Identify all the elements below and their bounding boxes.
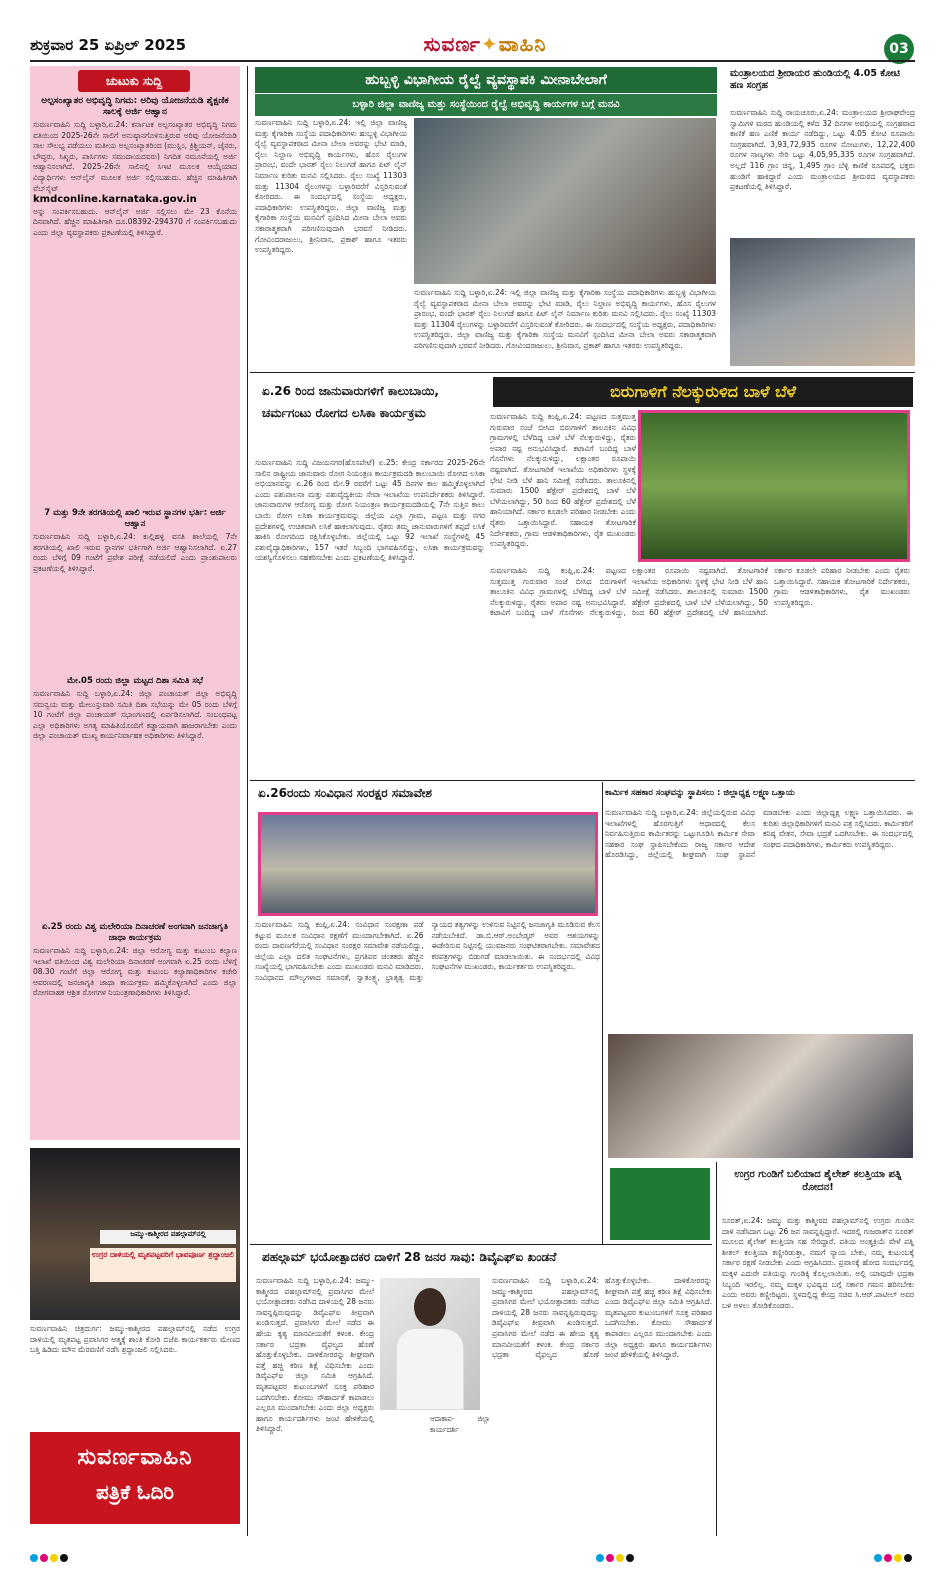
- story-minority-url: kmdconline.karnataka.gov.in: [33, 194, 197, 206]
- reg-dot: [904, 1554, 912, 1562]
- labour-body: ಸುವರ್ಣವಾಹಿನಿ ಸುದ್ದಿ ಬಳ್ಳಾರಿ,ಏ.24: ಜಿಲ್ಲೆಯಲ್ಲಿರುವ ವಿವಿಧ ಇಲಾಖೆಗಳಲ್ಲಿ ಹೊರಗುತ್ತಿಗೆ ಆಧಾರದಲ್ಲಿ ಕೆಲಸ ನಿರ್ವಹಿಸುತ್ತಿರುವ ಕಾರ್ಮಿಕರನ್ನು ಒಟ್ಟುಗೂಡಿಸಿ ಕಾರ್ಮಿಕ ಸೇವಾ ಸಹಕಾರ ಸಂಘ ಸ್ಥಾಪಿಸಬೇಕೆಂದು ರಾಜ್ಯ ಸರ್ಕಾರ ಆದೇಶ ಹೊರಡಿಸಿದ್ದು, ಜಿಲ್ಲೆಯಲ್ಲಿ ಶೀಘ್ರವಾಗಿ ಸಂಘ ಸ್ಥಾಪನೆ ಮಾಡಬೇಕು ಎಂದು ಜಿಲ್ಲಾಧ್ಯಕ್ಷ ಲಕ್ಷ್ಮಣ ಒತ್ತಾಯಿಸಿದರು. ಈ ಕುರಿತು ಜಿಲ್ಲಾಧಿಕಾರಿಗಳಿಗೆ ಮನವಿ ಪತ್ರ ಸಲ್ಲಿಸಿದರು. ಕಾರ್ಮಿಕರಿಗೆ ಕನಿಷ್ಠ ವೇತನ, ಸೇವಾ ಭದ್ರತೆ ಒದಗಿಸಬೇಕು. ಈ ಸಂದರ್ಭದಲ್ಲಿ ಸಂಘದ ಪದಾಧಿಕಾರಿಗಳು, ಕಾರ್ಮಿಕರು ಉಪಸ್ಥಿತರಿದ್ದರು.: [605, 808, 913, 860]
- issue-date: ಶುಕ್ರವಾರ 25 ಏಪ್ರಿಲ್ 2025: [30, 36, 187, 54]
- col-rule-left: [247, 66, 248, 1536]
- mid-rule-3: [250, 1244, 712, 1245]
- reg-dot: [616, 1554, 624, 1562]
- pahalgam-body-col2: [492, 1276, 712, 1534]
- reg-dot: [60, 1554, 68, 1562]
- banana-body-col2: [490, 566, 910, 774]
- reg-dot: [606, 1554, 614, 1562]
- railway-photo: [414, 118, 716, 284]
- story-disha-meeting: [33, 676, 237, 916]
- short-news-tag: ಚುಟುಕು ಸುದ್ದಿ: [78, 70, 190, 92]
- labour-headline: ಕಾರ್ಮಿಕ ಸಹಕಾರ ಸಂಘವನ್ನು ಸ್ಥಾಪಿಸಲು : ಜಿಲ್ಲಾಧ್ಯಕ್ಷ ಲಕ್ಷ್ಮಣ ಒತ್ತಾಯ: [605, 788, 795, 798]
- constitution-body: ಸುವರ್ಣವಾಹಿನಿ ಸುದ್ದಿ ಕಂಪ್ಲಿ,ಏ.24: ಸಂವಿಧಾನ ಸಂರಕ್ಷಣಾ ಪಡೆ ಕಟ್ಟುವ ಮೂಲಕ ಸಂವಿಧಾನ ರಕ್ಷಣೆಗೆ ಮುಂದಾಗಬೇಕಾಗಿದೆ. ಏ.26 ರಂದು ದಾವಣಗೆರೆಯಲ್ಲಿ ಸಂವಿಧಾನ ಸಂರಕ್ಷರ ಸಮಾವೇಶ ನಡೆಯಲಿದ್ದು, ಜಿಲ್ಲೆಯ ಎಲ್ಲಾ ದಲಿತ ಸಂಘಟನೆಗಳು, ಪ್ರಗತಿಪರ ಚಿಂತಕರು ಹೆಚ್ಚಿನ ಸಂಖ್ಯೆಯಲ್ಲಿ ಭಾಗವಹಿಸಬೇಕು ಎಂದು ಮುಖಂಡರು ಮನವಿ ಮಾಡಿದರು. ಸಂವಿಧಾನದ ಮೌಲ್ಯಗಳಾದ ಸಮಾನತೆ, ಸ್ವಾತಂತ್ರ್ಯ, ಭ್ರಾತೃತ್ವ ಮತ್ತು ನ್ಯಾಯದ ತತ್ವಗಳನ್ನು ಉಳಿಸುವ ನಿಟ್ಟಿನಲ್ಲಿ ಜನಜಾಗೃತಿ ಮೂಡಿಸುವ ಕೆಲಸ ನಡೆಯಬೇಕಿದೆ. ಡಾ.ಬಿ.ಆರ್.ಅಂಬೇಡ್ಕರ್ ಅವರ ಆಶಯಗಳನ್ನು ಈಡೇರಿಸುವ ನಿಟ್ಟಿನಲ್ಲಿ ಯುವಜನರು ಸಂಘಟಿತರಾಗಬೇಕು. ಸಮಾವೇಶದ ಕರಪತ್ರಗಳನ್ನು ಬಿಡುಗಡೆ ಮಾಡಲಾಯಿತು. ಈ ಸಂದರ್ಭದಲ್ಲಿ ವಿವಿಧ ಸಂಘಟನೆಗಳ ಮುಖಂಡರು, ಕಾರ್ಯಕರ್ತರು ಉಪಸ್ಥಿತರಿದ್ದರು.: [255, 920, 600, 982]
- green-block: [610, 1168, 710, 1240]
- shailesh-headline: ಉಗ್ರರ ಗುಂಡಿಗೆ ಬಲಿಯಾದ ಶೈಲೇಶ್ ಕಲತ್ತಿಯಾ ಪತ್ನಿ ರೋದನ!: [734, 1169, 902, 1193]
- candle-march-body: ಸುವರ್ಣವಾಹಿನಿ ಚಿತ್ರದುರ್ಗ: ಜಮ್ಮು-ಕಾಶ್ಮೀರದ ಪಹಲ್ಗಾಮ್‌ನಲ್ಲಿ ನಡೆದ ಉಗ್ರರ ದಾಳಿಯಲ್ಲಿ ಮೃತಪಟ್ಟ ಪ್ರವಾಸಿಗರ ಆತ್ಮಕ್ಕೆ ಶಾಂತಿ ಕೋರಿ ಬಿಜೆಪಿ ಕಾರ್ಯಕರ್ತರು ಮೇಣದ ಬತ್ತಿ ಹಿಡಿದು ಮೌನ ಮೆರವಣಿಗೆ ನಡೆಸಿ ಶ್ರದ್ಧಾಂಜಲಿ ಸಲ್ಲಿಸಿದರು.: [30, 1324, 240, 1355]
- reg-dot: [626, 1554, 634, 1562]
- story-school-headline: 7 ಮತ್ತು 9ನೇ ತರಗತಿಯಲ್ಲಿ ಖಾಲಿ ಇರುವ ಸ್ಥಾನಗಳ ಭರ್ತಿ: ಅರ್ಜಿ ಆಹ್ವಾನ: [44, 508, 226, 529]
- pahalgam-portrait: [380, 1278, 480, 1410]
- photo-banner-top: ಜಮ್ಮು-ಕಾಶ್ಮೀರದ ಪಹಲ್ಗಾಮ್‌ನಲ್ಲಿ: [100, 1230, 236, 1244]
- pahalgam-caption: ಆದಾಕಾಪ- ಜಿಲ್ಲಾ ಕಾರ್ಯದರ್ಶಿ: [430, 1415, 490, 1434]
- masthead: [385, 32, 585, 60]
- pahalgam-headline: ಪಹಲ್ಗಾಮ್ ಭಯೋತ್ಪಾದಕರ ದಾಳಿಗೆ 28 ಜನರ ಸಾವು: ಡಿವೈಎಫ್‌ಐ ಖಂಡನೆ: [262, 1250, 557, 1264]
- photo-banner: ಉಗ್ರರ ದಾಳಿಯಲ್ಲಿ ಮೃತಪಟ್ಟವರಿಗೆ ಭಾವಪೂರ್ಣ ಶ್ರದ್ಧಾಂಜಲಿ: [90, 1248, 236, 1282]
- story-school-body: ಸುವರ್ಣವಾಹಿನಿ ಸುದ್ದಿ ಬಳ್ಳಾರಿ,ಏ.24: ಕುಲ್ಲಿಹಳ್ಳಿ ವಸತಿ ಶಾಲೆಯಲ್ಲಿ 7ನೇ ತರಗತಿಯಲ್ಲಿ ಖಾಲಿ ಇರುವ ಸ್ಥಾನಗಳ ಭರ್ತಿಗಾಗಿ ಅರ್ಜಿ ಆಹ್ವಾನಿಸಲಾಗಿದೆ. ಏ.27 ರಂದು ಬೆಳಿಗ್ಗೆ 09 ಗಂಟೆಗೆ ಪ್ರವೇಶ ಪರೀಕ್ಷೆ ನಡೆಯಲಿದೆ ಎಂದು ಪ್ರಾಂಶುಪಾಲರು ಪ್ರಕಟಣೆಯಲ್ಲಿ ತಿಳಿಸಿದ್ದಾರೆ.: [33, 532, 237, 573]
- banana-body: ಸುವರ್ಣವಾಹಿನಿ ಸುದ್ದಿ ಕಂಪ್ಲಿ,ಏ.24: ಪಟ್ಟಣದ ಸುತ್ತಮುತ್ತ ಗುರುವಾರ ಸಂಜೆ ಬೀಸಿದ ಬಿರುಗಾಳಿಗೆ ತಾಲೂಕಿನ ವಿವಿಧ ಗ್ರಾಮಗಳಲ್ಲಿ ಬೆಳೆದಿದ್ದ ಬಾಳೆ ಬೆಳೆ ನೆಲಕ್ಕುರುಳಿದ್ದು, ರೈತರು ಅಪಾರ ನಷ್ಟ ಅನುಭವಿಸಿದ್ದಾರೆ. ಕಟಾವಿಗೆ ಬಂದಿದ್ದ ಬಾಳೆ ಗೊನೆಗಳು ನೆಲಕ್ಕುರುಳಿದ್ದು, ಲಕ್ಷಾಂತರ ರೂಪಾಯಿ ನಷ್ಟವಾಗಿದೆ. ತೋಟಗಾರಿಕೆ ಇಲಾಖೆಯ ಅಧಿಕಾರಿಗಳು ಸ್ಥಳಕ್ಕೆ ಭೇಟಿ ನೀಡಿ ಬೆಳೆ ಹಾನಿ ಸಮೀಕ್ಷೆ ನಡೆಸಿದರು. ತಾಲೂಕಿನಲ್ಲಿ ಸುಮಾರು 1500 ಹೆಕ್ಟೇರ್ ಪ್ರದೇಶದಲ್ಲಿ ಬಾಳೆ ಬೆಳೆ ಬೆಳೆಯಲಾಗಿದ್ದು, 50 ರಿಂದ 60 ಹೆಕ್ಟೇರ್ ಪ್ರದೇಶದಲ್ಲಿ ಬೆಳೆ ಹಾನಿಯಾಗಿದೆ. ಸರ್ಕಾರ ಕೂಡಲೇ ಪರಿಹಾರ ನೀಡಬೇಕು ಎಂದು ರೈತರು ಒತ್ತಾಯಿಸಿದ್ದಾರೆ. ಸಹಾಯಕ ತೋಟಗಾರಿಕೆ ನಿರ್ದೇಶಕರು, ಗ್ರಾಮ ಆಡಳಿತಾಧಿಕಾರಿಗಳು, ರೈತ ಮುಖಂಡರು ಉಪಸ್ಥಿತರಿದ್ದರು.: [490, 412, 636, 549]
- constitution-headline: ಏ.26ರಂದು ಸಂವಿಧಾನ ಸಂರಕ್ಷರ ಸಮಾವೇಶ: [258, 786, 432, 800]
- story-minority-body: ಸುವರ್ಣವಾಹಿನಿ ಸುದ್ದಿ ಬಳ್ಳಾರಿ,ಏ.24: ಕರ್ನಾಟಕ ಅಲ್ಪಸಂಖ್ಯಾತರ ಅಭಿವೃದ್ಧಿ ನಿಗಮ ವತಿಯಿಂದ 2025-26ನೇ ಸಾಲಿಗೆ ಅನುಷ್ಠಾನಗೊಳಿಸುತ್ತಿರುವ ಅರಿವು ಯೋಜನೆಯಡಿ ಸಾಲ ಸೌಲಭ್ಯ ಪಡೆಯಲು ಮತೀಯ ಅಲ್ಪಸಂಖ್ಯಾತರಿಂದ (ಮುಸ್ಲಿಂ, ಕ್ರಿಶ್ಚಿಯನ್, ಜೈನರು, ಬೌದ್ಧರು, ಸಿಖ್ಖರು, ಪಾರ್ಸಿಗಳು ಸಮುದಾಯದವರು) ನಿಗದಿತ ನಮೂನೆಯಲ್ಲಿ ಅರ್ಜಿ ಆಹ್ವಾನಿಸಲಾಗಿದೆ. 2025-26ನೇ ಸಾಲಿನಲ್ಲಿ ಸಿಇಟಿ ಮೂಲಕ ಆಯ್ಕೆಯಾದ ವಿದ್ಯಾರ್ಥಿಗಳು ಆನ್‌ಲೈನ್ ಮೂಲಕ ಅರ್ಜಿ ಸಲ್ಲಿಸಬಹುದು. ಹೆಚ್ಚಿನ ಮಾಹಿತಿಗಾಗಿ ವೆಬ್‌ಸೈಟ್: [33, 120, 237, 193]
- railway-body-continued: ಸುವರ್ಣವಾಹಿನಿ ಸುದ್ದಿ ಬಳ್ಳಾರಿ,ಏ.24: ಇಲ್ಲಿ ಜಿಲ್ಲಾ ವಾಣಿಜ್ಯ ಮತ್ತು ಕೈಗಾರಿಕಾ ಸಂಸ್ಥೆಯ ಪದಾಧಿಕಾರಿಗಳು ಹುಬ್ಬಳ್ಳಿ ವಿಭಾಗೀಯ ರೈಲ್ವೆ ವ್ಯವಸ್ಥಾಪಕರಾದ ಮೀನಾ ಬೇಲಾ ಅವರನ್ನು ಭೇಟಿ ಮಾಡಿ, ರೈಲು ನಿಲ್ದಾಣ ಅಭಿವೃದ್ಧಿ ಕಾರ್ಯಗಳು, ಹೊಸ ರೈಲುಗಳ ಪ್ರಾರಂಭ, ವಂದೇ ಭಾರತ್ ರೈಲು ನಿಲುಗಡೆ ಹಾಗೂ ಪಿಟ್ ಲೈನ್ ನಿರ್ಮಾಣ ಕುರಿತು ಮನವಿ ಸಲ್ಲಿಸಿದರು. ರೈಲು ಸಂಖ್ಯೆ 11303 ಮತ್ತು 11304 ರೈಲುಗಳನ್ನು ಬಳ್ಳಾರಿವರೆಗೆ ವಿಸ್ತರಿಸುವಂತೆ ಕೋರಿದರು. ಈ ಸಂದರ್ಭದಲ್ಲಿ ಸಂಸ್ಥೆಯ ಅಧ್ಯಕ್ಷರು, ಪದಾಧಿಕಾರಿಗಳು ಉಪಸ್ಥಿತರಿದ್ದರು. ಜಿಲ್ಲಾ ವಾಣಿಜ್ಯ ಮತ್ತು ಕೈಗಾರಿಕಾ ಸಂಸ್ಥೆಯ ಮನವಿಗೆ ಸ್ಪಂದಿಸಿದ ಮೀನಾ ಬೇಲಾ ಅವರು ಸಕಾರಾತ್ಮಕವಾಗಿ ಪರಿಗಣಿಸುವುದಾಗಿ ಭರವಸೆ ನೀಡಿದರು. ಗೋವಿಂದರಾಜುಲು, ಶ್ರೀನಿವಾಸ, ಪ್ರಕಾಶ್ ಹಾಗೂ ಇತರರು ಉಪಸ್ಥಿತರಿದ್ದರು.: [414, 288, 716, 350]
- page-number: 03: [884, 34, 914, 64]
- candle-march-photo: [30, 1148, 240, 1320]
- story-minority-loan: [33, 96, 237, 504]
- mantralaya-photo: [730, 238, 915, 366]
- reg-dot: [884, 1554, 892, 1562]
- story-malaria-body: ಸುವರ್ಣವಾಹಿನಿ ಸುದ್ದಿ ಬಳ್ಳಾರಿ,ಏ.24: ಜಿಲ್ಲಾ ಆರೋಗ್ಯ ಮತ್ತು ಕುಟುಂಬ ಕಲ್ಯಾಣ ಇಲಾಖೆ ವತಿಯಿಂದ ವಿಶ್ವ ಮಲೇರಿಯಾ ದಿನಾಚರಣೆ ಅಂಗವಾಗಿ ಏ.25 ರಂದು ಬೆಳಿಗ್ಗೆ 08.30 ಗಂಟೆಗೆ ಜಿಲ್ಲಾ ಆರೋಗ್ಯ ಮತ್ತು ಕುಟುಂಬ ಕಲ್ಯಾಣಾಧಿಕಾರಿಗಳ ಕಚೇರಿ ಆವರಣದಲ್ಲಿ ಜನಜಾಗೃತಿ ಜಾಥಾ ಕಾರ್ಯಕ್ರಮ ಹಮ್ಮಿಕೊಳ್ಳಲಾಗಿದೆ ಎಂದು ಜಿಲ್ಲಾ ರೋಗವಾಹಕ ಆಶ್ರಿತ ರೋಗಗಳ ನಿಯಂತ್ರಣಾಧಿಕಾರಿಗಳು ತಿಳಿಸಿದ್ದಾರೆ.: [33, 946, 237, 998]
- banana-photo: [638, 410, 910, 562]
- reg-dot: [30, 1554, 38, 1562]
- vaccine-body: ಸುವರ್ಣವಾಹಿನಿ ಸುದ್ದಿ ವಿಜಯನಗರ(ಹೊಸಪೇಟೆ) ಏ.25: ಕೇಂದ್ರ ಸರ್ಕಾರದ 2025-26ನೇ ಸಾಲಿನ ರಾಷ್ಟ್ರೀಯ ಜಾನುವಾರು ರೋಗ ನಿಯಂತ್ರಣ ಕಾರ್ಯಕ್ರಮದಡಿ ಕಾಲುಬಾಯಿ ರೋಗದ ಲಸಿಕಾ ಅಭಿಯಾನವನ್ನು ಏ.26 ರಿಂದ ಮೇ.9 ರವರೆಗೆ ಒಟ್ಟು 45 ದಿನಗಳ ಕಾಲ ಹಮ್ಮಿಕೊಳ್ಳಲಾಗಿದೆ ಎಂದು ಪಶುಪಾಲನಾ ಮತ್ತು ಪಶುವೈದ್ಯಕೀಯ ಸೇವಾ ಇಲಾಖೆಯ ಉಪನಿರ್ದೇಶಕರು ತಿಳಿಸಿದ್ದಾರೆ. ಜಾನುವಾರುಗಳ ಆರೋಗ್ಯ ಮತ್ತು ರೋಗ ನಿಯಂತ್ರಣ ಕಾರ್ಯಕ್ರಮದಡಿಯಲ್ಲಿ 7ನೇ ಸುತ್ತಿನ ಕಾಲು ಬಾಯಿ ರೋಗ ಲಸಿಕಾ ಕಾರ್ಯಕ್ರಮವನ್ನು ಜಿಲ್ಲೆಯ ಎಲ್ಲಾ ಗ್ರಾಮ, ಪಟ್ಟಣ ಮತ್ತು ನಗರ ಪ್ರದೇಶಗಳಲ್ಲಿ ಉಚಿತವಾಗಿ ಲಸಿಕೆ ಹಾಕಲಾಗುವುದು. ರೈತರು ತಮ್ಮ ಜಾನುವಾರುಗಳಿಗೆ ತಪ್ಪದೆ ಲಸಿಕೆ ಹಾಕಿಸಿ ರೋಗದಿಂದ ರಕ್ಷಿಸಿಕೊಳ್ಳಬೇಕು. ಜಿಲ್ಲೆಯಲ್ಲಿ ಒಟ್ಟು 92 ಇಲಾಖೆ ಸಂಸ್ಥೆಗಳಲ್ಲಿ 45 ಪಶುವೈದ್ಯಾಧಿಕಾರಿಗಳು, 157 ಇತರೆ ಸಿಬ್ಬಂದಿ ಭಾಗವಹಿಸಲಿದ್ದು, ಲಸಿಕಾ ಕಾರ್ಯಕ್ರಮವನ್ನು ಯಶಸ್ವಿಗೊಳಿಸಲು ಸಹಕರಿಸಬೇಕು ಎಂದು ಪ್ರಕಟಣೆಯಲ್ಲಿ ತಿಳಿಸಿದ್ದಾರೆ.: [255, 458, 485, 563]
- railway-subheadline: ಬಳ್ಳಾರಿ ಜಿಲ್ಲಾ ವಾಣಿಜ್ಯ ಮತ್ತು ಸಂಸ್ಥೆಯಿಂದ ರೈಲ್ವೆ ಅಭಿವೃದ್ಧಿ ಕಾರ್ಯಗಳ ಬಗ್ಗೆ ಮನವಿ: [255, 94, 717, 116]
- railway-body-col2: [414, 288, 716, 368]
- railway-body: ಸುವರ್ಣವಾಹಿನಿ ಸುದ್ದಿ ಬಳ್ಳಾರಿ,ಏ.24: ಇಲ್ಲಿ ಜಿಲ್ಲಾ ವಾಣಿಜ್ಯ ಮತ್ತು ಕೈಗಾರಿಕಾ ಸಂಸ್ಥೆಯ ಪದಾಧಿಕಾರಿಗಳು ಹುಬ್ಬಳ್ಳಿ ವಿಭಾಗೀಯ ರೈಲ್ವೆ ವ್ಯವಸ್ಥಾಪಕರಾದ ಮೀನಾ ಬೇಲಾ ಅವರನ್ನು ಭೇಟಿ ಮಾಡಿ, ರೈಲು ನಿಲ್ದಾಣ ಅಭಿವೃದ್ಧಿ ಕಾರ್ಯಗಳು, ಹೊಸ ರೈಲುಗಳ ಪ್ರಾರಂಭ, ವಂದೇ ಭಾರತ್ ರೈಲು ನಿಲುಗಡೆ ಹಾಗೂ ಪಿಟ್ ಲೈನ್ ನಿರ್ಮಾಣ ಕುರಿತು ಮನವಿ ಸಲ್ಲಿಸಿದರು. ರೈಲು ಸಂಖ್ಯೆ 11303 ಮತ್ತು 11304 ರೈಲುಗಳನ್ನು ಬಳ್ಳಾರಿವರೆಗೆ ವಿಸ್ತರಿಸುವಂತೆ ಕೋರಿದರು. ಈ ಸಂದರ್ಭದಲ್ಲಿ ಸಂಸ್ಥೆಯ ಅಧ್ಯಕ್ಷರು, ಪದಾಧಿಕಾರಿಗಳು ಉಪಸ್ಥಿತರಿದ್ದರು. ಜಿಲ್ಲಾ ವಾಣಿಜ್ಯ ಮತ್ತು ಕೈಗಾರಿಕಾ ಸಂಸ್ಥೆಯ ಮನವಿಗೆ ಸ್ಪಂದಿಸಿದ ಮೀನಾ ಬೇಲಾ ಅವರು ಸಕಾರಾತ್ಮಕವಾಗಿ ಪರಿಗಣಿಸುವುದಾಗಿ ಭರವಸೆ ನೀಡಿದರು. ಗೋವಿಂದರಾಜುಲು, ಶ್ರೀನಿವಾಸ, ಪ್ರಕಾಶ್ ಹಾಗೂ ಇತರರು ಉಪಸ್ಥಿತರಿದ್ದರು.: [255, 118, 407, 255]
- subscribe-ad: [30, 1432, 240, 1524]
- mid-rule-1: [250, 372, 915, 373]
- header-rule: [30, 60, 915, 62]
- pahalgam-body-continued: ಸುವರ್ಣವಾಹಿನಿ ಸುದ್ದಿ ಬಳ್ಳಾರಿ,ಏ.24: ಜಮ್ಮು-ಕಾಶ್ಮೀರದ ಪಹಲ್ಗಾಮ್‌ನಲ್ಲಿ ಪ್ರವಾಸಿಗರ ಮೇಲೆ ಭಯೋತ್ಪಾದಕರು ನಡೆಸಿದ ದಾಳಿಯಲ್ಲಿ 28 ಜನರು ಸಾವನ್ನಪ್ಪಿರುವುದನ್ನು ಡಿವೈಎಫ್‌ಐ ತೀವ್ರವಾಗಿ ಖಂಡಿಸುತ್ತದೆ. ಪ್ರವಾಸಿಗರ ಮೇಲೆ ನಡೆದ ಈ ಹೇಯ ಕೃತ್ಯ ಮಾನವೀಯತೆಗೆ ಕಳಂಕ. ಕೇಂದ್ರ ಸರ್ಕಾರ ಭದ್ರತಾ ವೈಫಲ್ಯದ ಹೊಣೆ ಹೊತ್ತುಕೊಳ್ಳಬೇಕು. ದಾಳಿಕೋರರನ್ನು ಶೀಘ್ರವಾಗಿ ಪತ್ತೆ ಹಚ್ಚಿ ಕಠಿಣ ಶಿಕ್ಷೆ ವಿಧಿಸಬೇಕು ಎಂದು ಡಿವೈಎಫ್‌ಐ ಜಿಲ್ಲಾ ಸಮಿತಿ ಆಗ್ರಹಿಸಿದೆ. ಮೃತಪಟ್ಟವರ ಕುಟುಂಬಗಳಿಗೆ ಸೂಕ್ತ ಪರಿಹಾರ ಒದಗಿಸಬೇಕು. ಕೋಮು ಸೌಹಾರ್ದತೆ ಕಾಪಾಡಲು ಎಲ್ಲರೂ ಮುಂದಾಗಬೇಕು ಎಂದು ಜಿಲ್ಲಾ ಅಧ್ಯಕ್ಷರು ಹಾಗೂ ಕಾರ್ಯದರ್ಶಿಗಳು ಜಂಟಿ ಹೇಳಿಕೆಯಲ್ಲಿ ತಿಳಿಸಿದ್ದಾರೆ.: [492, 1276, 712, 1360]
- subscribe-ad-line2: ಪತ್ರಿಕೆ ಓದಿರಿ: [96, 1479, 174, 1504]
- mantralaya-body: ಸುವರ್ಣವಾಹಿನಿ ಸುದ್ದಿ ರಾಯಚೂರು,ಏ.24: ಮಂತ್ರಾಲಯದ ಶ್ರೀರಾಘವೇಂದ್ರ ಸ್ವಾಮಿಗಳ ಮಠದ ಹುಂಡಿಯಲ್ಲಿ ಕಳೆದ 32 ದಿನಗಳ ಅವಧಿಯಲ್ಲಿ ಸಂಗ್ರಹವಾದ ಕಾಣಿಕೆ ಹಣ ಎಣಿಕೆ ಕಾರ್ಯ ನಡೆದಿದ್ದು, ಒಟ್ಟು 4.05 ಕೋಟಿ ರೂಪಾಯಿ ಸಂಗ್ರಹವಾಗಿದೆ. 3,93,72,935 ರೂಗಳ ನೋಟುಗಳು, 12,22,400 ರೂಗಳ ನಾಣ್ಯಗಳು ಸೇರಿ ಒಟ್ಟು 4,05,95,335 ರೂಗಳ ಸಂಗ್ರಹವಾಗಿದೆ. ಅಲ್ಲದೆ 116 ಗ್ರಾಂ ಚಿನ್ನ, 1,495 ಗ್ರಾಂ ಬೆಳ್ಳಿ ಕಾಣಿಕೆ ರೂಪದಲ್ಲಿ ಭಕ್ತರು ಹುಂಡಿಗೆ ಹಾಕಿದ್ದಾರೆ ಎಂದು ಮಂತ್ರಾಲಯದ ಶ್ರೀಮಠದ ವ್ಯವಸ್ಥಾಪಕರು ಪ್ರಕಟಣೆಯಲ್ಲಿ ತಿಳಿಸಿದ್ದಾರೆ.: [730, 108, 915, 192]
- reg-dot: [596, 1554, 604, 1562]
- reg-dot: [874, 1554, 882, 1562]
- labour-photo: [608, 1034, 913, 1158]
- banana-body-continued: ಸುವರ್ಣವಾಹಿನಿ ಸುದ್ದಿ ಕಂಪ್ಲಿ,ಏ.24: ಪಟ್ಟಣದ ಸುತ್ತಮುತ್ತ ಗುರುವಾರ ಸಂಜೆ ಬೀಸಿದ ಬಿರುಗಾಳಿಗೆ ತಾಲೂಕಿನ ವಿವಿಧ ಗ್ರಾಮಗಳಲ್ಲಿ ಬೆಳೆದಿದ್ದ ಬಾಳೆ ಬೆಳೆ ನೆಲಕ್ಕುರುಳಿದ್ದು, ರೈತರು ಅಪಾರ ನಷ್ಟ ಅನುಭವಿಸಿದ್ದಾರೆ. ಕಟಾವಿಗೆ ಬಂದಿದ್ದ ಬಾಳೆ ಗೊನೆಗಳು ನೆಲಕ್ಕುರುಳಿದ್ದು, ಲಕ್ಷಾಂತರ ರೂಪಾಯಿ ನಷ್ಟವಾಗಿದೆ. ತೋಟಗಾರಿಕೆ ಇಲಾಖೆಯ ಅಧಿಕಾರಿಗಳು ಸ್ಥಳಕ್ಕೆ ಭೇಟಿ ನೀಡಿ ಬೆಳೆ ಹಾನಿ ಸಮೀಕ್ಷೆ ನಡೆಸಿದರು. ತಾಲೂಕಿನಲ್ಲಿ ಸುಮಾರು 1500 ಹೆಕ್ಟೇರ್ ಪ್ರದೇಶದಲ್ಲಿ ಬಾಳೆ ಬೆಳೆ ಬೆಳೆಯಲಾಗಿದ್ದು, 50 ರಿಂದ 60 ಹೆಕ್ಟೇರ್ ಪ್ರದೇಶದಲ್ಲಿ ಬೆಳೆ ಹಾನಿಯಾಗಿದೆ. ಸರ್ಕಾರ ಕೂಡಲೇ ಪರಿಹಾರ ನೀಡಬೇಕು ಎಂದು ರೈತರು ಒತ್ತಾಯಿಸಿದ್ದಾರೆ. ಸಹಾಯಕ ತೋಟಗಾರಿಕೆ ನಿರ್ದೇಶಕರು, ಗ್ರಾಮ ಆಡಳಿತಾಧಿಕಾರಿಗಳು, ರೈತ ಮುಖಂಡರು ಉಪಸ್ಥಿತರಿದ್ದರು.: [490, 566, 910, 618]
- masthead-right: ವಾಹಿನಿ: [498, 32, 547, 56]
- reg-dot: [50, 1554, 58, 1562]
- constitution-photo: [258, 812, 598, 916]
- portrait-head-icon: [414, 1288, 446, 1326]
- col-rule-right2: [716, 1162, 717, 1536]
- vaccine-headline: ಏ.26 ರಿಂದ ಜಾನುವಾರುಗಳಿಗೆ ಕಾಲುಬಾಯಿ, ಚರ್ಮಗಂಟು ರೋಗದ ಲಸಿಕಾ ಕಾರ್ಯಕ್ರಮ: [262, 384, 439, 420]
- story-minority-headline: ಅಲ್ಪಸಂಖ್ಯಾತರ ಅಭಿವೃದ್ಧಿ ನಿಗಮ: ಅರಿವು ಯೋಜನೆಯಡಿ ಶೈಕ್ಷಣಿಕ ಸಾಲಕ್ಕೆ ಅರ್ಜಿ ಆಹ್ವಾನ: [41, 96, 229, 117]
- story-disha-body: ಸುವರ್ಣವಾಹಿನಿ ಸುದ್ದಿ ಬಳ್ಳಾರಿ,ಏ.24: ಜಿಲ್ಲಾ ಪಂಚಾಯತ್ ಜಿಲ್ಲಾ ಅಭಿವೃದ್ಧಿ ಸಮನ್ವಯ ಮತ್ತು ಮೇಲುಸ್ತುವಾರಿ ಸಮಿತಿ ದಿಶಾ ಸಭೆಯನ್ನು ಮೇ 05 ರಂದು ಬೆಳಿಗ್ಗೆ 10 ಗಂಟೆಗೆ ಜಿಲ್ಲಾ ಪಂಚಾಯತ್ ಸಭಾಂಗಣದಲ್ಲಿ ಏರ್ಪಡಿಸಲಾಗಿದೆ. ಸಂಬಂಧಪಟ್ಟ ಎಲ್ಲಾ ಅಧಿಕಾರಿಗಳು ಅಗತ್ಯ ಮಾಹಿತಿಯೊಂದಿಗೆ ಕಡ್ಡಾಯವಾಗಿ ಹಾಜರಾಗಬೇಕು ಎಂದು ಜಿಲ್ಲಾ ಪಂಚಾಯತ್ ಮುಖ್ಯ ಕಾರ್ಯನಿರ್ವಾಹಕ ಅಧಿಕಾರಿಗಳು ತಿಳಿಸಿದ್ದಾರೆ.: [33, 689, 237, 741]
- mid-rule-2: [250, 780, 915, 781]
- story-minority-body2: ಅನ್ನು ಸಂಪರ್ಕಿಸಬಹುದು. ಆನ್‌ಲೈನ್ ಅರ್ಜಿ ಸಲ್ಲಿಸಲು ಮೇ 23 ಕೊನೆಯ ದಿನವಾಗಿದೆ. ಹೆಚ್ಚಿನ ಮಾಹಿತಿಗಾಗಿ ದೂ.08392-294370 ಗೆ ಸಂಪರ್ಕಿಸಬಹುದು ಎಂದು ಜಿಲ್ಲಾ ವ್ಯವಸ್ಥಾಪಕರು ಪ್ರಕಟಣೆಯಲ್ಲಿ ತಿಳಿಸಿದ್ದಾರೆ.: [33, 206, 237, 237]
- railway-body-col1: [255, 118, 407, 368]
- mantralaya-headline: ಮಂತ್ರಾಲಯದ ಶ್ರೀರಾಯರ ಹುಂಡಿಯಲ್ಲಿ 4.05 ಕೋಟಿ ಹಣ ಸಂಗ್ರಹ: [730, 68, 900, 91]
- story-disha-headline: ಮೇ.05 ರಂದು ಜಿಲ್ಲಾ ಮಟ್ಟದ ದಿಶಾ ಸಮಿತಿ ಸಭೆ: [66, 676, 204, 686]
- pahalgam-body-col1: [256, 1276, 374, 1534]
- reg-dot: [40, 1554, 48, 1562]
- subscribe-ad-line1: ಸುವರ್ಣವಾಹಿನಿ: [77, 1445, 193, 1470]
- story-malaria-day: [33, 922, 237, 1136]
- story-school-admission: [33, 508, 237, 670]
- masthead-logo-icon: ✦: [480, 32, 499, 56]
- railway-headline: ಹುಬ್ಬಳ್ಳಿ ವಿಭಾಗೀಯ ರೈಲ್ವೆ ವ್ಯವಸ್ಥಾಪಕಿ ಮೀನಾಬೇಲಾಗೆ: [255, 67, 717, 93]
- story-malaria-headline: ಏ.25 ರಂದು ವಿಶ್ವ ಮಲೇರಿಯಾ ದಿನಾಚರಣೆ ಅಂಗವಾಗಿ ಜನಜಾಗೃತಿ ಜಾಥಾ ಕಾರ್ಯಕ್ರಮ: [42, 922, 228, 943]
- shailesh-body: ಸೂರತ್,ಏ.24: ಜಮ್ಮು ಮತ್ತು ಕಾಶ್ಮೀರದ ಪಹಲ್ಗಾಮ್‌ನಲ್ಲಿ ಉಗ್ರರು ಗುಂಡಿನ ದಾಳಿ ನಡೆಸಿದಾಗ ಒಟ್ಟು 26 ಜನ ಸಾವನ್ನಪ್ಪಿದ್ದಾರೆ. ಇದರಲ್ಲಿ ಗುಜರಾತ್‌ನ ಸೂರತ್ ಮೂಲದ ಶೈಲೇಶ್ ಕಲತ್ತಿಯಾ ಸಹ ಸೇರಿದ್ದಾರೆ. ಪತಿಯ ಅಂತ್ಯಕ್ರಿಯೆ ವೇಳೆ ಪತ್ನಿ ಶೀತಲ್ ಕಲತ್ತಿಯಾ ಕಣ್ಣೀರಿಡುತ್ತಾ, ನಮಗೆ ನ್ಯಾಯ ಬೇಕು, ನಮ್ಮ ಕುಟುಂಬಕ್ಕೆ ಸರ್ಕಾರ ರಕ್ಷಣೆ ನೀಡಬೇಕು ಎಂದು ಆಗ್ರಹಿಸಿದರು. ಪ್ರವಾಸಕ್ಕೆ ಹೋದ ಸಂದರ್ಭದಲ್ಲಿ ಮಕ್ಕಳ ಎದುರೇ ಪತಿಯನ್ನು ಗುಂಡಿಕ್ಕಿ ಕೊಲ್ಲಲಾಯಿತು. ಅಲ್ಲಿ ಯಾವುದೇ ಭದ್ರತಾ ಸಿಬ್ಬಂದಿ ಇರಲಿಲ್ಲ. ನಮ್ಮ ಮಕ್ಕಳ ಭವಿಷ್ಯದ ಬಗ್ಗೆ ಸರ್ಕಾರ ಗಮನ ಹರಿಸಬೇಕು ಎಂದು ಅವರು ಕಣ್ಣೀರಿಟ್ಟರು. ಸ್ಥಳದಲ್ಲಿದ್ದ ಕೇಂದ್ರ ಸಚಿವ ಸಿ.ಆರ್.ಪಾಟೀಲ್ ಅವರ ಬಳಿ ಅಳಲು ತೋಡಿಕೊಂಡರು.: [722, 1216, 914, 1310]
- reg-dot: [894, 1554, 902, 1562]
- masthead-left: ಸುವರ್ಣ: [423, 32, 481, 56]
- portrait-body-icon: [396, 1328, 464, 1410]
- pahalgam-body: ಸುವರ್ಣವಾಹಿನಿ ಸುದ್ದಿ ಬಳ್ಳಾರಿ,ಏ.24: ಜಮ್ಮು-ಕಾಶ್ಮೀರದ ಪಹಲ್ಗಾಮ್‌ನಲ್ಲಿ ಪ್ರವಾಸಿಗರ ಮೇಲೆ ಭಯೋತ್ಪಾದಕರು ನಡೆಸಿದ ದಾಳಿಯಲ್ಲಿ 28 ಜನರು ಸಾವನ್ನಪ್ಪಿರುವುದನ್ನು ಡಿವೈಎಫ್‌ಐ ತೀವ್ರವಾಗಿ ಖಂಡಿಸುತ್ತದೆ. ಪ್ರವಾಸಿಗರ ಮೇಲೆ ನಡೆದ ಈ ಹೇಯ ಕೃತ್ಯ ಮಾನವೀಯತೆಗೆ ಕಳಂಕ. ಕೇಂದ್ರ ಸರ್ಕಾರ ಭದ್ರತಾ ವೈಫಲ್ಯದ ಹೊಣೆ ಹೊತ್ತುಕೊಳ್ಳಬೇಕು. ದಾಳಿಕೋರರನ್ನು ಶೀಘ್ರವಾಗಿ ಪತ್ತೆ ಹಚ್ಚಿ ಕಠಿಣ ಶಿಕ್ಷೆ ವಿಧಿಸಬೇಕು ಎಂದು ಡಿವೈಎಫ್‌ಐ ಜಿಲ್ಲಾ ಸಮಿತಿ ಆಗ್ರಹಿಸಿದೆ. ಮೃತಪಟ್ಟವರ ಕುಟುಂಬಗಳಿಗೆ ಸೂಕ್ತ ಪರಿಹಾರ ಒದಗಿಸಬೇಕು. ಕೋಮು ಸೌಹಾರ್ದತೆ ಕಾಪಾಡಲು ಎಲ್ಲರೂ ಮುಂದಾಗಬೇಕು ಎಂದು ಜಿಲ್ಲಾ ಅಧ್ಯಕ್ಷರು ಹಾಗೂ ಕಾರ್ಯದರ್ಶಿಗಳು ಜಂಟಿ ಹೇಳಿಕೆಯಲ್ಲಿ ತಿಳಿಸಿದ್ದಾರೆ.: [256, 1276, 374, 1434]
- col-rule-right: [602, 782, 603, 1244]
- banana-headline: ಬಿರುಗಾಳಿಗೆ ನೆಲಕ್ಕುರುಳಿದ ಬಾಳೆ ಬೆಳೆ: [493, 377, 913, 407]
